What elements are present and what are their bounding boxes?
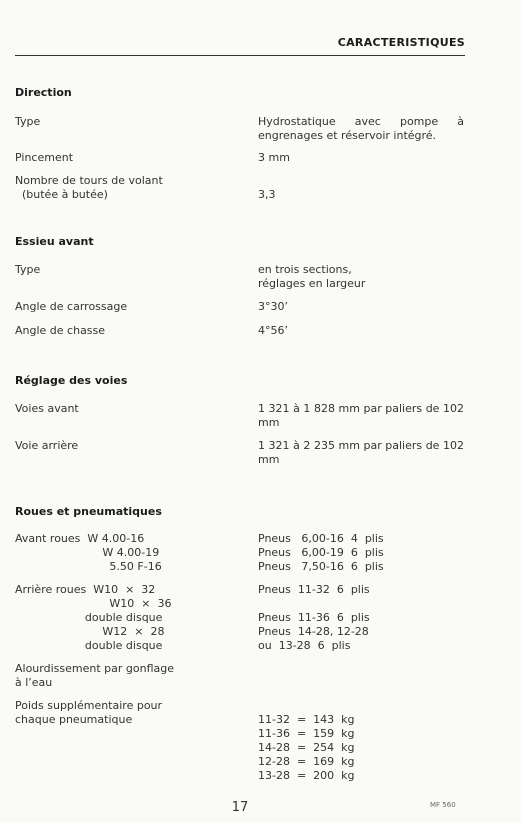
direction-type-value: Hydrostatique avec pompe à engrenages et réservoir intégré. <box>258 115 464 142</box>
page-number: 17 <box>231 800 249 815</box>
roues-arriere-line: double disque <box>15 611 163 624</box>
voies-avant-label: Voies avant <box>15 402 79 415</box>
roues-arriere-line: W10 × 36 <box>15 597 172 610</box>
poids-value-line: 11-32 = 143 kg <box>258 713 355 726</box>
direction-tours-value: 3,3 <box>258 188 276 201</box>
roues-avant-line: W 4.00-19 <box>15 546 160 559</box>
roues-arriere-line: double disque <box>15 639 163 652</box>
essieu-type-value-2: réglages en largeur <box>258 277 366 290</box>
roues-arriere-line: Arrière roues W10 × 32 <box>15 583 156 596</box>
direction-tours-label-1: Nombre de tours de volant <box>15 174 163 187</box>
pneus-avant-line: Pneus 7,50-16 6 plis <box>258 560 384 573</box>
voies-arriere-value: 1 321 à 2 235 mm par paliers de 102 mm <box>258 439 464 466</box>
pneus-avant-line: Pneus 6,00-19 6 plis <box>258 546 384 559</box>
header-rule <box>15 55 465 56</box>
essieu-chasse-label: Angle de chasse <box>15 324 106 337</box>
direction-pincement-value: 3 mm <box>258 151 290 164</box>
direction-pincement-label: Pincement <box>15 151 74 164</box>
roues-arriere-line: W12 × 28 <box>15 625 165 638</box>
pneus-avant-line: Pneus 6,00-16 4 plis <box>258 532 384 545</box>
roues-avant-line: 5.50 F-16 <box>15 560 162 573</box>
poids-label-line: chaque pneumatique <box>15 713 133 726</box>
poids-label-line: Poids supplémentaire pour <box>15 699 163 712</box>
essieu-type-label: Type <box>15 263 41 276</box>
pneus-arriere-line: Pneus 11-36 6 plis <box>258 611 370 624</box>
voies-arriere-label: Voie arrière <box>15 439 79 452</box>
roues-avant-line: Avant roues W 4.00-16 <box>15 532 145 545</box>
alourdissement-line: Alourdissement par gonflage <box>15 662 174 675</box>
essieu-carrossage-label: Angle de carrossage <box>15 300 128 313</box>
section-heading-voies: Réglage des voies <box>15 374 128 387</box>
section-heading-roues: Roues et pneumatiques <box>15 505 162 518</box>
section-heading-direction: Direction <box>15 86 72 99</box>
voies-avant-value: 1 321 à 1 828 mm par paliers de 102 mm <box>258 402 464 429</box>
direction-type-label: Type <box>15 115 41 128</box>
poids-value-line: 14-28 = 254 kg <box>258 741 355 754</box>
pneus-arriere-line: Pneus 11-32 6 plis <box>258 583 370 596</box>
document-code: MF 560 <box>430 801 456 809</box>
pneus-arriere-line: ou 13-28 6 plis <box>258 639 351 652</box>
essieu-chasse-value: 4°56’ <box>258 324 288 337</box>
page-header-title: CARACTERISTIQUES <box>337 36 465 49</box>
poids-value-line: 13-28 = 200 kg <box>258 769 355 782</box>
pneus-arriere-line: Pneus 14-28, 12-28 <box>258 625 369 638</box>
essieu-carrossage-value: 3°30’ <box>258 300 288 313</box>
section-heading-essieu: Essieu avant <box>15 235 94 248</box>
direction-tours-label-2: (butée à butée) <box>15 188 108 201</box>
essieu-type-value-1: en trois sections, <box>258 263 352 276</box>
alourdissement-line: à l’eau <box>15 676 53 689</box>
poids-value-line: 12-28 = 169 kg <box>258 755 355 768</box>
poids-value-line: 11-36 = 159 kg <box>258 727 355 740</box>
